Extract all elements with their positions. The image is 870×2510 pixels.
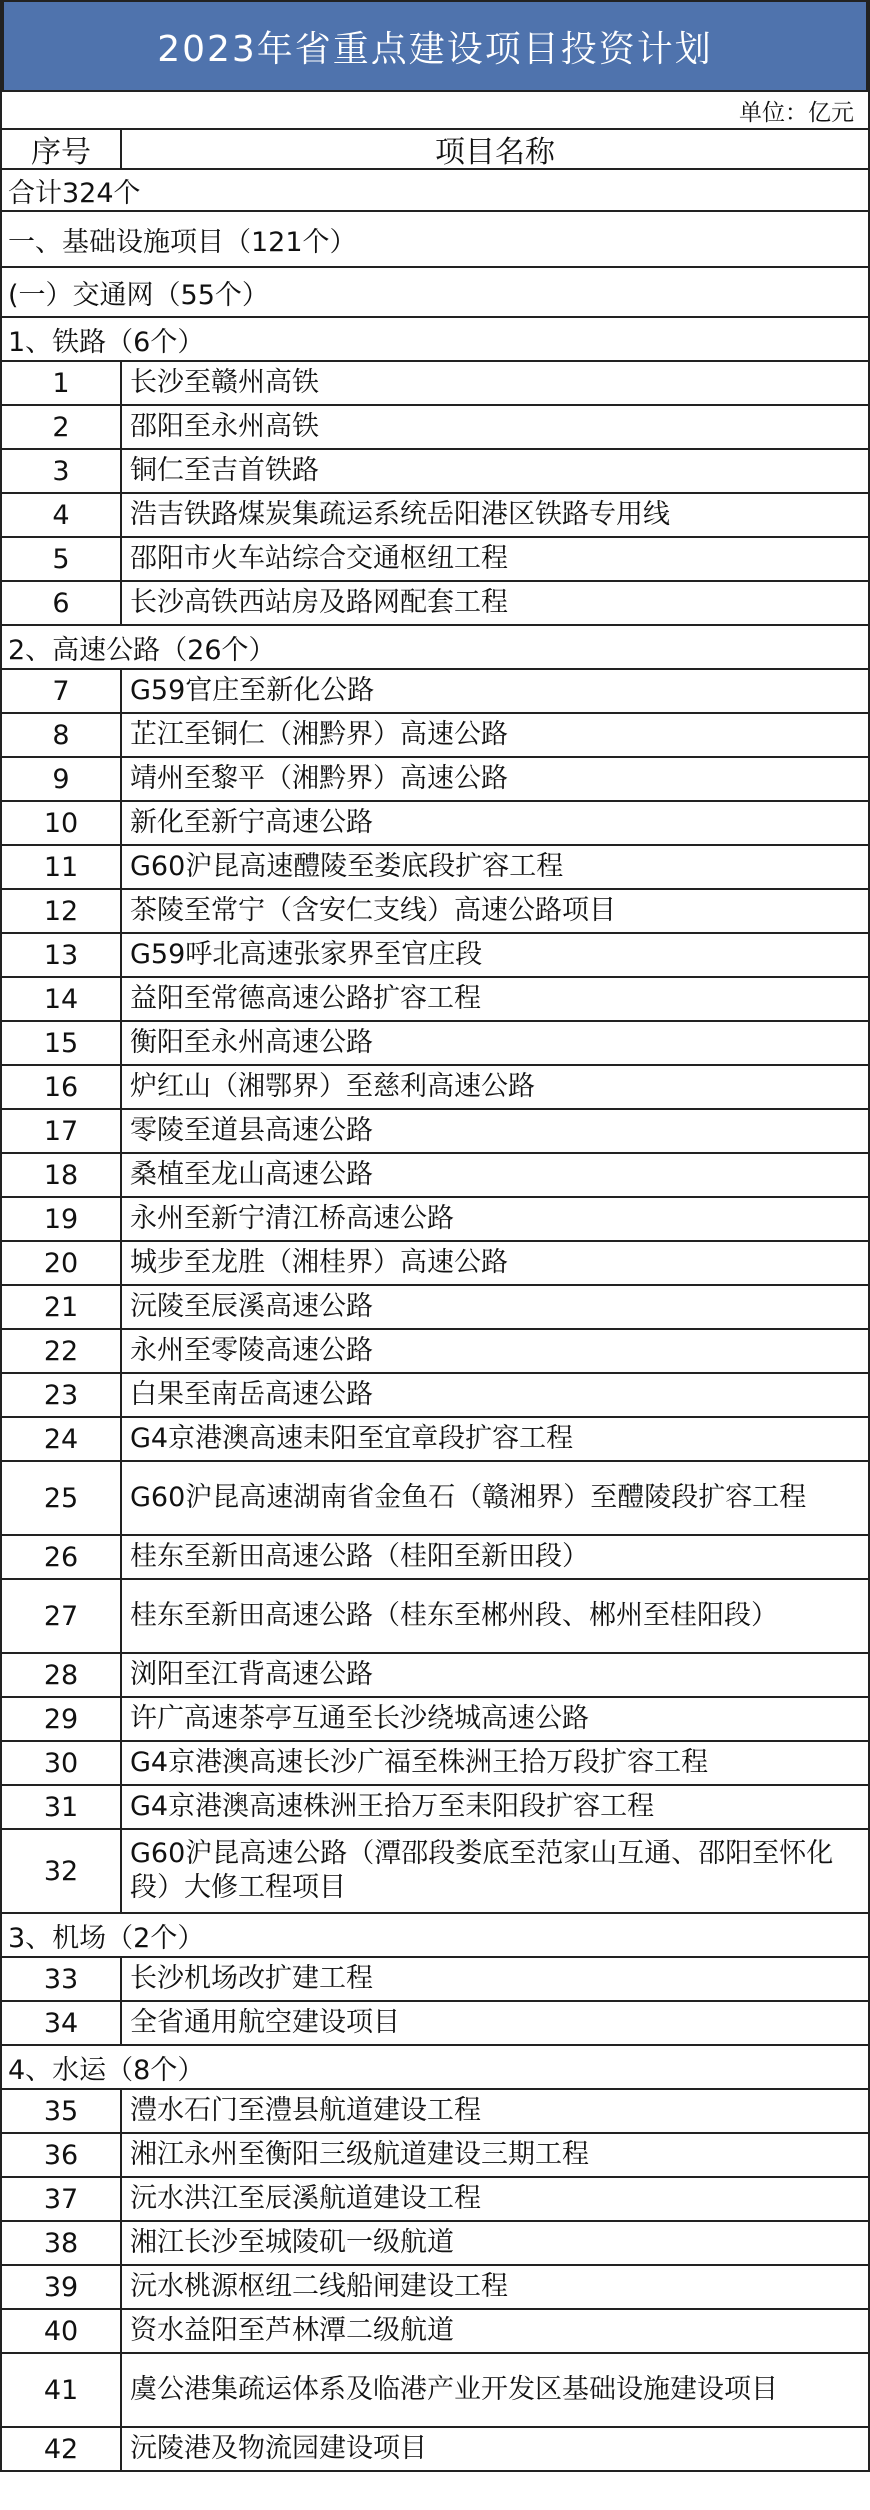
project-name: 邵阳市火车站综合交通枢纽工程 [130, 543, 508, 574]
project-name: 长沙至赣州高铁 [130, 367, 319, 398]
project-name: 浩吉铁路煤炭集疏运系统岳阳港区铁路专用线 [130, 499, 670, 530]
table-row [2, 802, 868, 846]
project-name: 永州至新宁清江桥高速公路 [130, 1203, 454, 1234]
project-name: 沅水桃源枢纽二线船闸建设工程 [130, 2271, 508, 2302]
row-index: 19 [2, 1198, 122, 1240]
table-row [2, 1958, 868, 2002]
project-name: 长沙机场改扩建工程 [130, 1963, 373, 1994]
table-row [2, 978, 868, 1022]
row-index: 12 [2, 890, 122, 932]
group-header-row: 2、高速公路（26个） [2, 626, 868, 670]
table-row [2, 1786, 868, 1830]
row-index: 4 [2, 494, 122, 536]
table-row [2, 406, 868, 450]
row-index: 26 [2, 1536, 122, 1578]
row-index: 8 [2, 714, 122, 756]
table-row [2, 2266, 868, 2310]
row-index: 17 [2, 1110, 122, 1152]
project-name: 澧水石门至澧县航道建设工程 [130, 2095, 481, 2126]
row-index: 15 [2, 1022, 122, 1064]
row-index: 21 [2, 1286, 122, 1328]
project-name: 长沙高铁西站房及路网配套工程 [130, 587, 508, 618]
project-name: G4京港澳高速耒阳至宜章段扩容工程 [130, 1423, 574, 1454]
project-name: 湘江永州至衡阳三级航道建设三期工程 [130, 2139, 589, 2170]
row-index: 16 [2, 1066, 122, 1108]
table-row [2, 1462, 868, 1536]
project-name: 桂东至新田高速公路（桂阳至新田段） [130, 1541, 589, 1572]
project-name: 资水益阳至芦林潭二级航道 [130, 2315, 454, 2346]
project-name: 永州至零陵高速公路 [130, 1335, 373, 1366]
project-name: 铜仁至吉首铁路 [130, 455, 319, 486]
table-row [2, 2222, 868, 2266]
row-index: 3 [2, 450, 122, 492]
table-row [2, 450, 868, 494]
project-name: 湘江长沙至城陵矶一级航道 [130, 2227, 454, 2258]
table-row [2, 582, 868, 626]
group-header-row: 4、水运（8个） [2, 2046, 868, 2090]
table-row [2, 1242, 868, 1286]
unit-label [2, 92, 868, 130]
project-name: 益阳至常德高速公路扩容工程 [130, 983, 481, 1014]
project-name: G4京港澳高速长沙广福至株洲王拾万段扩容工程 [130, 1747, 709, 1778]
row-index: 9 [2, 758, 122, 800]
table-row [2, 1742, 868, 1786]
table-row [2, 2178, 868, 2222]
row-index: 34 [2, 2002, 122, 2044]
table-row [2, 1536, 868, 1580]
table-row [2, 1654, 868, 1698]
table-row [2, 2134, 868, 2178]
table-row [2, 494, 868, 538]
project-name: 桂东至新田高速公路（桂东至郴州段、郴州至桂阳段） [130, 1600, 778, 1631]
table-row [2, 1066, 868, 1110]
project-name: 桑植至龙山高速公路 [130, 1159, 373, 1190]
project-name: 新化至新宁高速公路 [130, 807, 373, 838]
project-name: 茶陵至常宁（含安仁支线）高速公路项目 [130, 895, 616, 926]
table-row [2, 1198, 868, 1242]
project-name: 城步至龙胜（湘桂界）高速公路 [130, 1247, 508, 1278]
table-row [2, 1580, 868, 1654]
subcategory-row: (一）交通网（55个） [2, 268, 868, 318]
sheet-title: 2023年省重点建设项目投资计划 [2, 0, 868, 92]
project-name: G59呼北高速张家界至官庄段 [130, 939, 483, 970]
project-name: 芷江至铜仁（湘黔界）高速公路 [130, 719, 508, 750]
row-index: 7 [2, 670, 122, 712]
table-row [2, 2428, 868, 2472]
row-index: 28 [2, 1654, 122, 1696]
table-header [2, 130, 868, 170]
row-index: 40 [2, 2310, 122, 2352]
project-name: 衡阳至永州高速公路 [130, 1027, 373, 1058]
project-name: 沅陵港及物流园建设项目 [130, 2433, 427, 2464]
row-index: 23 [2, 1374, 122, 1416]
row-index: 25 [2, 1462, 122, 1534]
row-index: 29 [2, 1698, 122, 1740]
row-index: 30 [2, 1742, 122, 1784]
row-index: 32 [2, 1830, 122, 1912]
total-row: 合计324个 [2, 170, 868, 212]
row-index: 14 [2, 978, 122, 1020]
row-index: 39 [2, 2266, 122, 2308]
row-index: 2 [2, 406, 122, 448]
project-name: 靖州至黎平（湘黔界）高速公路 [130, 763, 508, 794]
table-row [2, 890, 868, 934]
project-name: 许广高速茶亭互通至长沙绕城高速公路 [130, 1703, 589, 1734]
unit-text: 单位：亿元 [739, 99, 854, 126]
project-name: 虞公港集疏运体系及临港产业开发区基础设施建设项目 [130, 2374, 778, 2405]
project-name: G4京港澳高速株洲王拾万至耒阳段扩容工程 [130, 1791, 655, 1822]
project-name: 炉红山（湘鄂界）至慈利高速公路 [130, 1071, 535, 1102]
table-row [2, 1110, 868, 1154]
row-index: 37 [2, 2178, 122, 2220]
table-row [2, 1418, 868, 1462]
project-name: G59官庄至新化公路 [130, 675, 375, 706]
row-index: 36 [2, 2134, 122, 2176]
project-name: G60沪昆高速公路（潭邵段娄底至范家山互通、邵阳至怀化段）大修工程项目 [130, 1838, 834, 1903]
row-index: 5 [2, 538, 122, 580]
table-row [2, 1286, 868, 1330]
row-index: 11 [2, 846, 122, 888]
table-row [2, 670, 868, 714]
table-row [2, 714, 868, 758]
row-index: 38 [2, 2222, 122, 2264]
project-name: 零陵至道县高速公路 [130, 1115, 373, 1146]
table-row [2, 758, 868, 802]
project-name: 邵阳至永州高铁 [130, 411, 319, 442]
row-index: 41 [2, 2354, 122, 2426]
table-row [2, 2310, 868, 2354]
row-index: 10 [2, 802, 122, 844]
header-project-name: 项目名称 [435, 135, 555, 170]
project-groups [2, 318, 868, 2472]
table-row [2, 1330, 868, 1374]
row-index: 35 [2, 2090, 122, 2132]
project-name: 全省通用航空建设项目 [130, 2007, 400, 2038]
table-row [2, 934, 868, 978]
category-row: 一、基础设施项目（121个） [2, 212, 868, 268]
table-row [2, 2354, 868, 2428]
row-index: 20 [2, 1242, 122, 1284]
table-row [2, 1374, 868, 1418]
header-index: 序号 [2, 130, 122, 168]
row-index: 6 [2, 582, 122, 624]
project-name: G60沪昆高速湖南省金鱼石（赣湘界）至醴陵段扩容工程 [130, 1482, 807, 1513]
table-row [2, 1154, 868, 1198]
row-index: 33 [2, 1958, 122, 2000]
table-row [2, 538, 868, 582]
project-name: G60沪昆高速醴陵至娄底段扩容工程 [130, 851, 564, 882]
group-header-row: 3、机场（2个） [2, 1914, 868, 1958]
row-index: 27 [2, 1580, 122, 1652]
row-index: 31 [2, 1786, 122, 1828]
table-row [2, 1698, 868, 1742]
row-index: 18 [2, 1154, 122, 1196]
table-row [2, 362, 868, 406]
table-row [2, 1022, 868, 1066]
group-header-row: 1、铁路（6个） [2, 318, 868, 362]
row-index: 1 [2, 362, 122, 404]
table-row [2, 846, 868, 890]
row-index: 42 [2, 2428, 122, 2470]
table-row [2, 2090, 868, 2134]
project-name: 白果至南岳高速公路 [130, 1379, 373, 1410]
project-name: 沅陵至辰溪高速公路 [130, 1291, 373, 1322]
table-row [2, 2002, 868, 2046]
row-index: 22 [2, 1330, 122, 1372]
row-index: 13 [2, 934, 122, 976]
project-name: 浏阳至江背高速公路 [130, 1659, 373, 1690]
project-name: 沅水洪江至辰溪航道建设工程 [130, 2183, 481, 2214]
table-row [2, 1830, 868, 1914]
row-index: 24 [2, 1418, 122, 1460]
